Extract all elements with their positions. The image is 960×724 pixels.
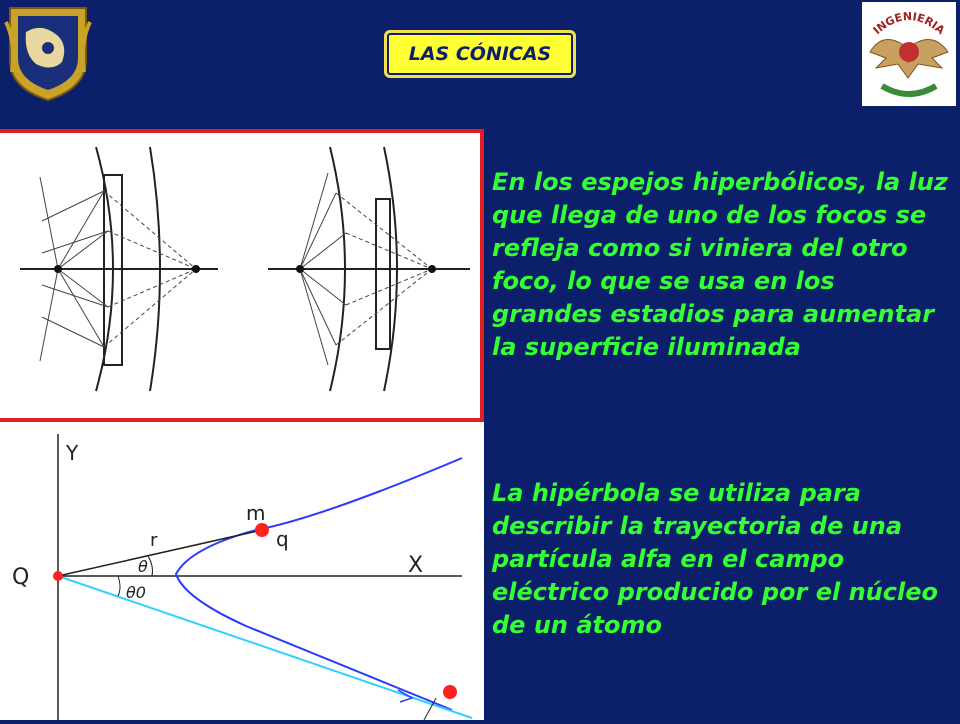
radius-label: r (150, 530, 158, 551)
logo-arc-text: INGENIERIA (870, 9, 948, 37)
mass-label: m (246, 501, 266, 525)
page-title: LAS CÓNICAS (408, 43, 552, 65)
charge-label: q (276, 527, 289, 551)
trajectory-diagram-panel (0, 418, 484, 720)
hyperbolic-mirrors-diagram (0, 133, 480, 422)
mirror-diagram-panel (0, 129, 484, 422)
theta0-label: θ0 (126, 583, 146, 602)
title-badge (384, 30, 576, 78)
unam-shield-logo (2, 2, 94, 102)
trajectory-description: La hipérbola se utiliza para describir la trayectoria de una partícula alfa en el campo eléctrico producido por el núcleo de un átomo (492, 479, 938, 639)
radius-line (58, 530, 262, 576)
origin-label: Q (12, 565, 30, 590)
ingenieria-logo (862, 2, 956, 106)
x-axis-label: X (408, 553, 424, 578)
alpha-trajectory-diagram (0, 422, 484, 720)
mirror-description: En los espejos hiperbólicos, la luz que llega de uno de los focos se refleja como si viniera del otro foco, lo que se usa en los grandes estadios para aumentar la superficie iluminada (492, 168, 948, 361)
y-axis-label: Y (66, 441, 79, 465)
theta-label: θ (138, 557, 148, 576)
particle-start-point (443, 685, 457, 699)
nucleus-point (53, 571, 63, 581)
particle-point (255, 523, 269, 537)
hyperbolic-trajectory (176, 458, 462, 710)
